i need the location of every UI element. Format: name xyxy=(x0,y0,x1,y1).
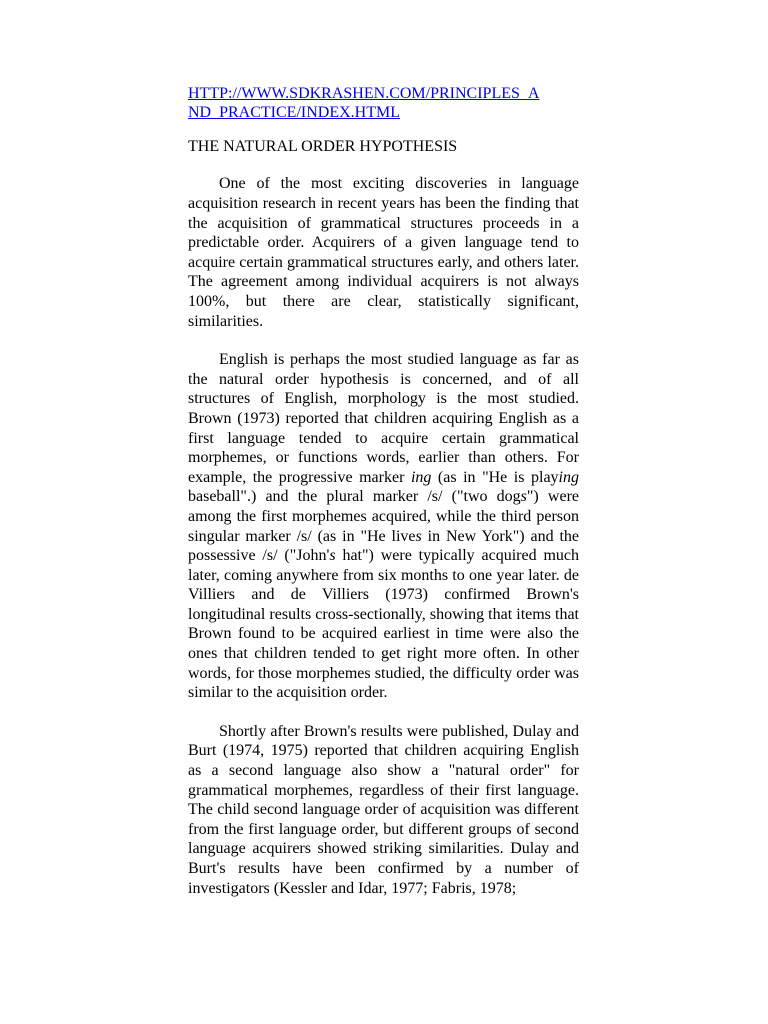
paragraph-2-text: (as in "He is play xyxy=(431,468,559,486)
paragraph-2-text: baseball".) and the plural marker /s/ ("two dog xyxy=(188,488,521,506)
paragraph-1: One of the most exciting discoveries in language acquisition research in recent years has been the finding that the acquisition of grammatical structures proceeds in a predictable order. Acquirers of a given language tend to acquire certain grammatical structures early, and others later. The agreement among individual acquirers is not always 100%, but there are clear, statistically significant, similarities. xyxy=(188,175,579,330)
paragraph-2-text: hat") were typically acquired much later, coming anywhere from six months to one year later. de Villiers and de Villiers (1973) confirmed Brown's longitudinal results cross-sectionally, showing that items that Brown found to be acquired earliest in time were also the ones that children tended to get right more often. In other words, for those morphemes studied, the difficulty order was similar to the acquisition order. xyxy=(188,547,579,702)
italic-morpheme: ing xyxy=(558,468,579,486)
paragraph-3: Shortly after Brown's results were published, Dulay and Burt (1974, 1975) reported that children acquiring English as a second language also show a "natural order" for grammatical morphemes, regardless of their first language. The child second language order of acquisition was different from the first language order, but different groups of second language acquirers showed striking similarities. Dulay and Burt's results have been confirmed by a number of investigators (Kessler and Idar, 1977; Fabris, 1978; xyxy=(188,722,579,897)
italic-morpheme: s xyxy=(329,547,336,565)
italic-morpheme: s xyxy=(520,488,527,506)
paragraph-2-text: English is perhaps the most studied language as far as the natural order hypothesis is concerned, and of all structures of English, morphology is the most studied. Brown (1973) reported that children acquiring English as a first language tended to acquire certain grammatical morphemes, or functions words, earlier than others. For example, the progressive marker xyxy=(188,351,579,486)
paragraph-2-text: ") were among the first morphemes acquired, while the third person singular marker /s/ (as in "He live xyxy=(188,488,579,545)
paragraph-2 xyxy=(188,350,579,703)
italic-morpheme: ing xyxy=(410,468,432,486)
document-page xyxy=(188,84,579,917)
paragraph-2-text: in New York") and the possessive /s/ ("John' xyxy=(188,527,580,565)
source-url-line-2[interactable]: ND_PRACTICE/INDEX.HTML xyxy=(188,104,400,122)
source-url-link[interactable] xyxy=(188,84,579,123)
source-url-line-1[interactable]: HTTP://WWW.SDKRASHEN.COM/PRINCIPLES_A xyxy=(188,85,540,102)
italic-morpheme: s xyxy=(415,527,422,545)
document-heading: THE NATURAL ORDER HYPOTHESIS xyxy=(188,137,458,155)
